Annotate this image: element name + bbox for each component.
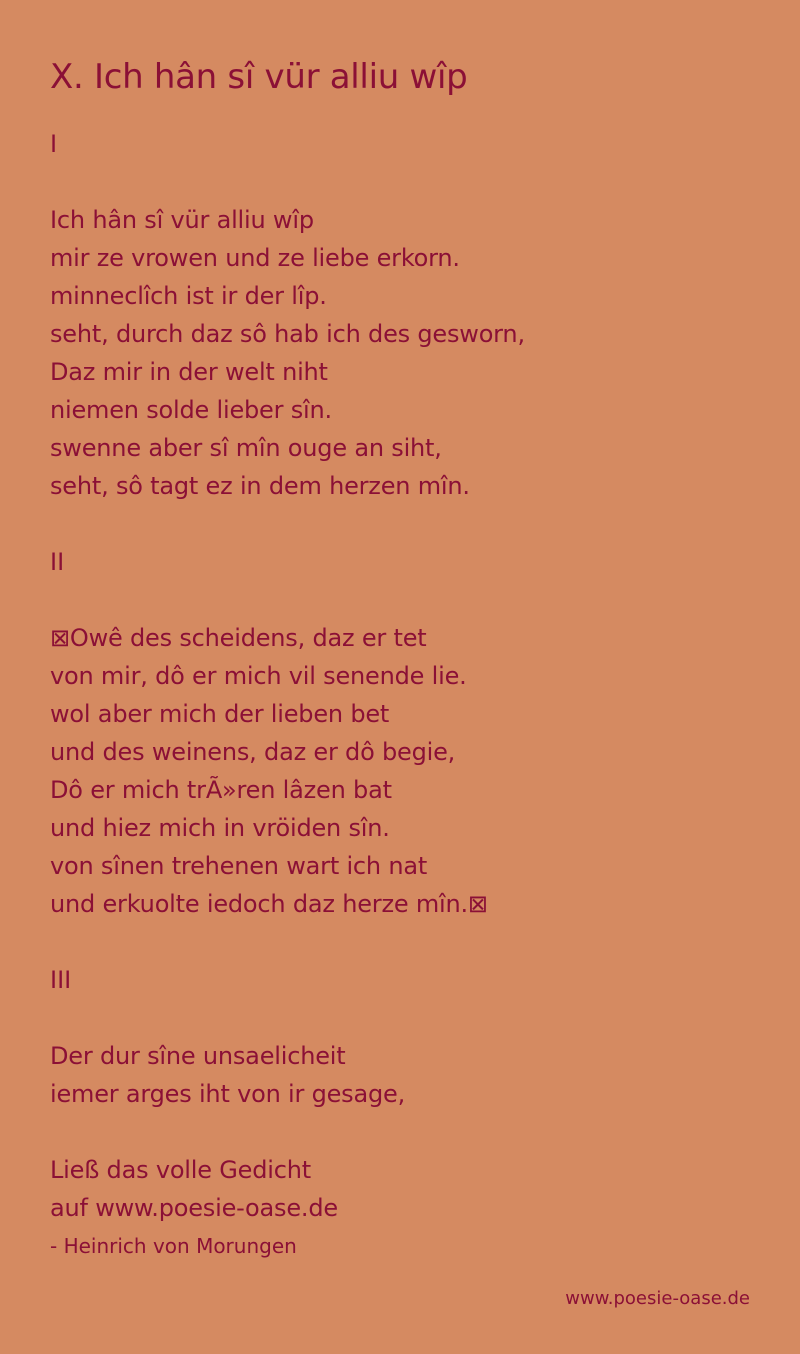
- poem-line: und erkuolte iedoch daz herze mîn.⊠: [50, 890, 488, 918]
- poem-line: und des weinens, daz er dô begie,: [50, 738, 456, 766]
- teaser-line: Ließ das volle Gedicht: [50, 1156, 311, 1184]
- stanza-3: [50, 1037, 770, 1113]
- poem-line: Ich hân sî vür alliu wîp: [50, 206, 314, 234]
- poem-line: mir ze vrowen und ze liebe erkorn.: [50, 244, 460, 272]
- poem-body: [50, 125, 770, 1263]
- poem-line: minneclîch ist ir der lîp.: [50, 282, 327, 310]
- poem-line: Der dur sîne unsaelicheit: [50, 1042, 346, 1070]
- footer-website-link[interactable]: www.poesie-oase.de: [565, 1288, 750, 1309]
- stanza-number-3: III: [50, 966, 72, 994]
- poem-line: iemer arges iht von ir gesage,: [50, 1080, 406, 1108]
- poem-line: swenne aber sî mîn ouge an siht,: [50, 434, 442, 462]
- poem-line: von sînen trehenen wart ich nat: [50, 852, 428, 880]
- read-more-teaser: [50, 1151, 770, 1227]
- stanza-2: [50, 619, 770, 923]
- teaser-link[interactable]: auf www.poesie-oase.de: [50, 1194, 338, 1222]
- poem-line: seht, durch daz sô hab ich des gesworn,: [50, 320, 525, 348]
- poem-line: seht, sô tagt ez in dem herzen mîn.: [50, 472, 470, 500]
- poem-line: Dô er mich trÃ»ren lâzen bat: [50, 776, 392, 804]
- poem-line: und hiez mich in vröiden sîn.: [50, 814, 390, 842]
- poem-author: - Heinrich von Morungen: [50, 1234, 297, 1258]
- poem-title: X. Ich hân sî vür alliu wîp: [50, 57, 468, 97]
- stanza-number-2: II: [50, 548, 65, 576]
- poem-line: wol aber mich der lieben bet: [50, 700, 390, 728]
- stanza-1: [50, 201, 770, 505]
- poem-line: von mir, dô er mich vil senende lie.: [50, 662, 467, 690]
- poem-line: niemen solde lieber sîn.: [50, 396, 332, 424]
- stanza-number-1: I: [50, 130, 58, 158]
- poem-line: ⊠Owê des scheidens, daz er tet: [50, 624, 427, 652]
- poem-line: Daz mir in der welt niht: [50, 358, 328, 386]
